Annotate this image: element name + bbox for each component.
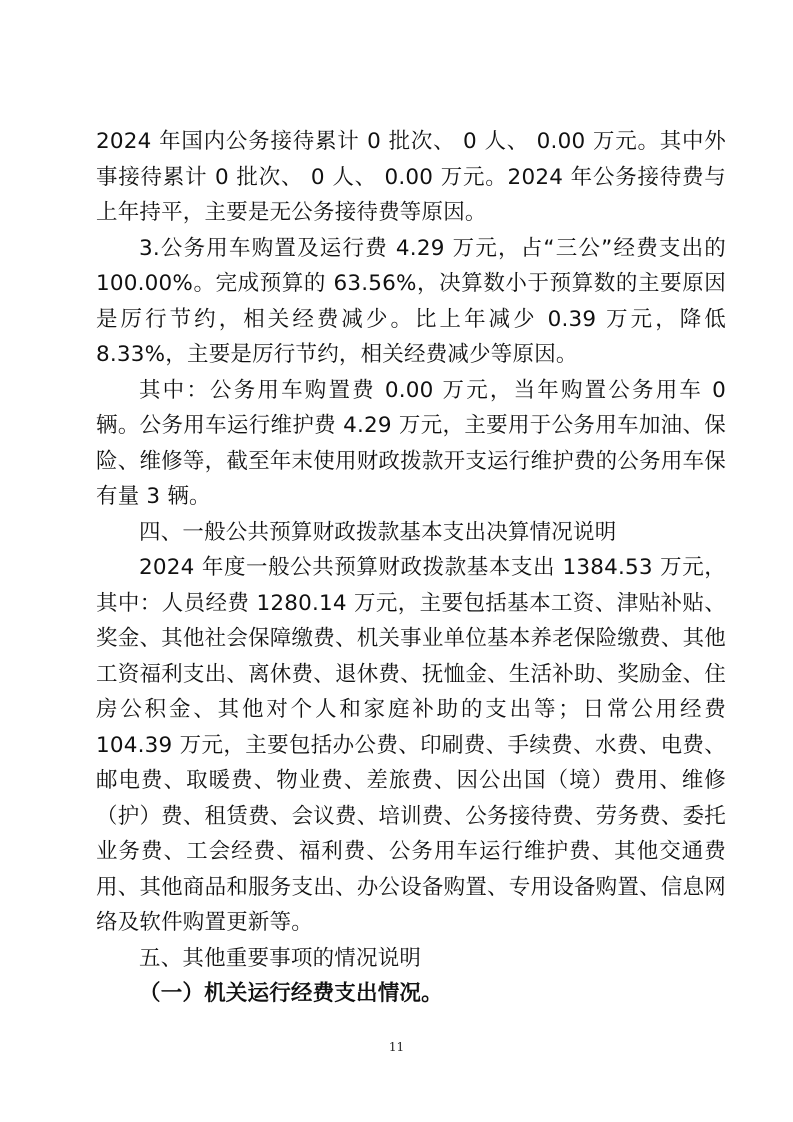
page-number: 11 — [388, 1040, 405, 1054]
paragraph-vehicle-costs: 3.公务用车购置及运行费 4.29 万元，占“三公”经费支出的 100.00%。完成预算的 63.56%，决算数小于预算数的主要原因是厉行节约，相关经费减少。比上年减少 0.39 万元，降低 8.33%，主要是厉行节约，相关经费减少等原因。 — [96, 235, 726, 367]
paragraph-vehicle-detail: 其中：公务用车购置费 0.00 万元，当年购置公务用车 0 辆。公务用车运行维护费 4.29 万元，主要用于公务用车加油、保险、维修等，截至年末使用财政拨款开支运行维护费的公务用车保有量 3 辆。 — [96, 377, 726, 509]
paragraph-basic-expenditure: 2024 年度一般公共预算财政拨款基本支出 1384.53 万元，其中：人员经费 1280.14 万元，主要包括基本工资、津贴补贴、奖金、其他社会保障缴费、机关事业单位基本养老保险缴费、其他工资福利支出、离休费、退休费、抚恤金、生活补助、奖励金、住房公积金、其他对个人和家庭补助的支出等；日常公用经费 104.39 万元，主要包括办公费、印刷费、手续费、水费、电费、邮电费、取暖费、物业费、差旅费、因公出国（境）费用、维修（护）费、租赁费、会议费、培训费、公务接待费、劳务费、委托业务费、工会经费、福利费、公务用车运行维护费、其他交通费用、其他商品和服务支出、办公设备购置、专用设备购置、信息网络及软件购置更新等。 — [96, 555, 726, 935]
subsection-heading-1: （一）机关运行经费支出情况。 — [139, 981, 443, 1006]
document-body — [96, 124, 726, 1012]
paragraph-reception-totals: 2024 年国内公务接待累计 0 批次、 0 人、 0.00 万元。其中外事接待累计 0 批次、 0 人、 0.00 万元。2024 年公务接待费与上年持平，主要是无公务接待费等原因。 — [96, 129, 726, 225]
section-heading-4: 四、一般公共预算财政拨款基本支出决算情况说明 — [139, 519, 617, 545]
section-heading-5: 五、其他重要事项的情况说明 — [139, 945, 422, 971]
